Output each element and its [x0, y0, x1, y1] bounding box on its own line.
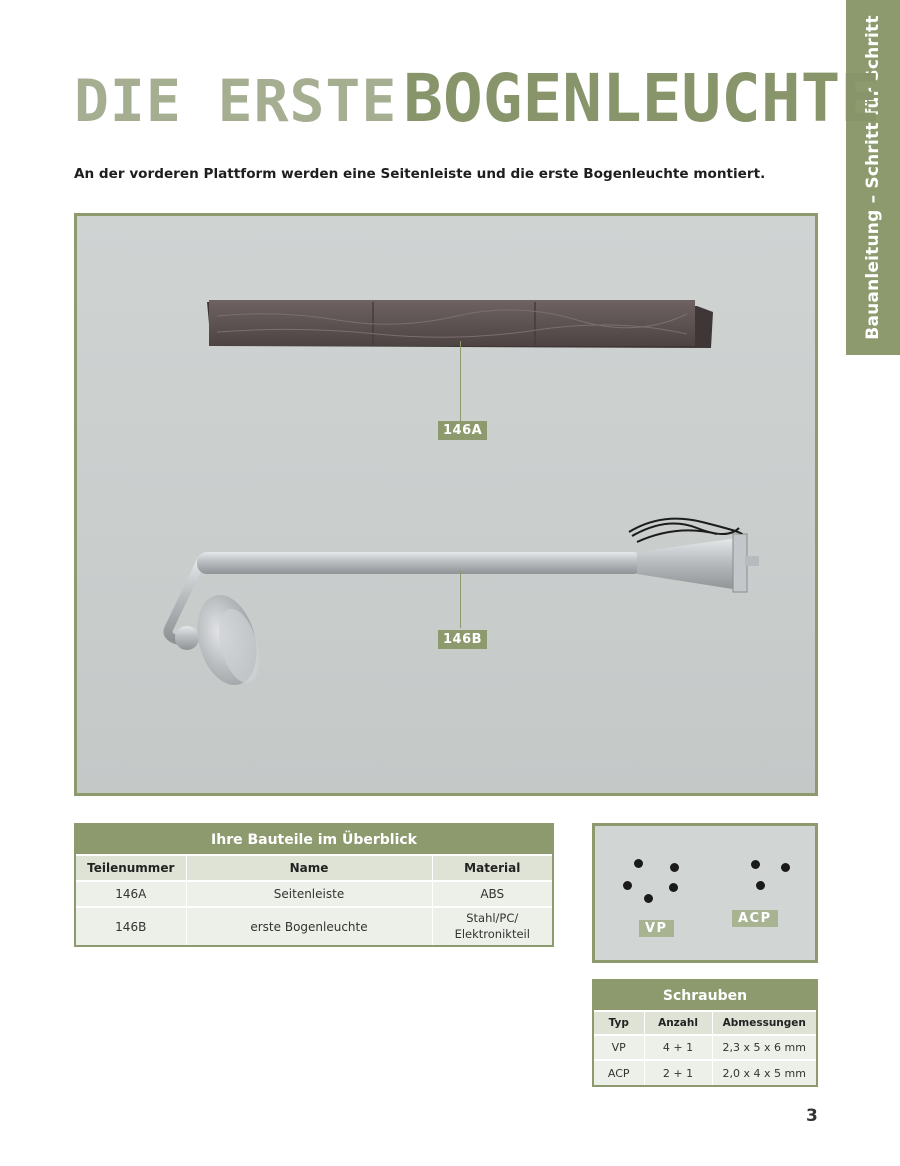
header-material: Material [432, 855, 552, 881]
screw-label-acp: ACP [732, 910, 778, 927]
screw-acp [756, 881, 765, 890]
cell-material: Stahl/PC/ Elektronikteil [432, 907, 552, 945]
cell-dimensions: 2,3 x 5 x 6 mm [712, 1035, 816, 1060]
screw-vp [634, 859, 643, 868]
side-tab [846, 0, 900, 355]
table-row [594, 1060, 816, 1085]
parts-photo [74, 213, 818, 796]
cell-material: ABS [432, 881, 552, 907]
screw-acp [781, 863, 790, 872]
page-number: 3 [806, 1106, 818, 1126]
callout-line-146a [460, 341, 461, 421]
screws-photo [592, 823, 818, 963]
title-part-1: DIE ERSTE [74, 67, 398, 135]
header-teilenummer: Teilenummer [76, 855, 186, 881]
table-row [594, 1035, 816, 1060]
page-title [74, 60, 881, 137]
header-anzahl: Anzahl [644, 1011, 712, 1035]
cell-dimensions: 2,0 x 4 x 5 mm [712, 1060, 816, 1085]
cell-count: 2 + 1 [644, 1060, 712, 1085]
cell-part-number: 146A [76, 881, 186, 907]
screws-table-title: Schrauben [594, 981, 816, 1011]
header-abmessungen: Abmessungen [712, 1011, 816, 1035]
header-name: Name [186, 855, 432, 881]
parts-table-title: Ihre Bauteile im Überblick [76, 825, 552, 855]
cell-count: 4 + 1 [644, 1035, 712, 1060]
callout-line-146b [460, 570, 461, 628]
side-tab-label: Bauanleitung – Schritt für Schritt [863, 15, 883, 340]
table-row [76, 907, 552, 945]
callout-146b: 146B [438, 630, 487, 649]
cell-type: VP [594, 1035, 644, 1060]
screw-label-vp: VP [639, 920, 674, 937]
cell-type: ACP [594, 1060, 644, 1085]
arc-lamp-part [168, 519, 759, 692]
screws-table [592, 979, 818, 1087]
parts-photo-illustration [77, 216, 815, 793]
intro-text: An der vorderen Plattform werden eine Seitenleiste und die erste Bogenleuchte montiert. [74, 166, 766, 182]
parts-table [74, 823, 554, 947]
cell-part-name: erste Bogenleuchte [186, 907, 432, 945]
screw-vp [644, 894, 653, 903]
cell-part-number: 146B [76, 907, 186, 945]
title-part-2: BOGENLEUCHTE [403, 60, 881, 137]
header-typ: Typ [594, 1011, 644, 1035]
parts-table-header-row [76, 855, 552, 881]
table-row [76, 881, 552, 907]
screw-vp [623, 881, 632, 890]
screw-acp [751, 860, 760, 869]
callout-146a: 146A [438, 421, 487, 440]
screw-vp [670, 863, 679, 872]
screw-vp [669, 883, 678, 892]
screws-table-header-row [594, 1011, 816, 1035]
cell-part-name: Seitenleiste [186, 881, 432, 907]
